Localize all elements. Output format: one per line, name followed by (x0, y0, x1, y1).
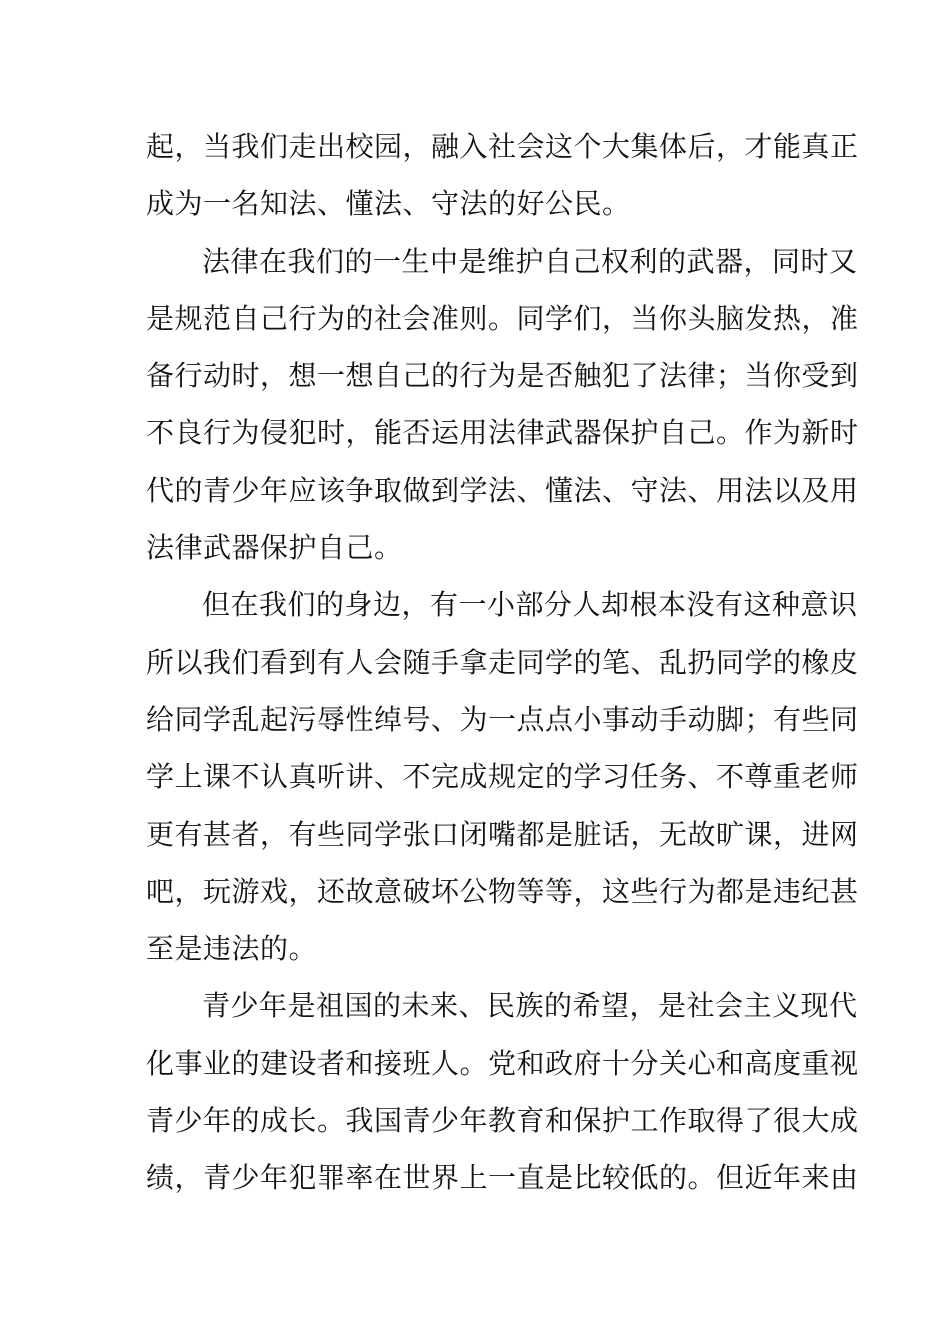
text-line: 青少年的成长。我国青少年教育和保护工作取得了很大成 (146, 1104, 859, 1138)
text-line: 起，当我们走出校园，融入社会这个大集体后，才能真正 (146, 130, 859, 163)
paragraph-start-line: 法律在我们的一生中是维护自己权利的武器，同时又 (202, 244, 858, 278)
text-line: 绩，青少年犯罪率在世界上一直是比较低的。但近年来由 (146, 1161, 859, 1195)
text-line: 吧，玩游戏，还故意破坏公物等等，这些行为都是违纪甚 (146, 874, 859, 908)
text-line: 代的青少年应该争取做到学法、懂法、守法、用法以及用 (146, 473, 859, 507)
text-line: 成为一名知法、懂法、守法的好公民。 (146, 187, 631, 221)
paragraph-start-line: 青少年是祖国的未来、民族的希望，是社会主义现代 (202, 989, 858, 1023)
text-line: 不良行为侵犯时，能否运用法律武器保护自己。作为新时 (146, 416, 859, 450)
text-line: 更有甚者，有些同学张口闭嘴都是脏话，无故旷课，进网 (146, 817, 859, 851)
text-line: 所以我们看到有人会随手拿走同学的笔、乱扔同学的橡皮 (146, 645, 859, 679)
text-line: 法律武器保护自己。 (146, 531, 403, 565)
text-line: 化事业的建设者和接班人。党和政府十分关心和高度重视 (146, 1046, 859, 1080)
text-line: 至是违法的。 (146, 932, 318, 966)
text-line: 备行动时，想一想自己的行为是否触犯了法律；当你受到 (146, 359, 859, 393)
text-line: 给同学乱起污辱性绰号、为一点点小事动手动脚；有些同 (146, 702, 859, 736)
text-line: 学上课不认真听讲、不完成规定的学习任务、不尊重老师 (146, 760, 859, 794)
text-line: 是规范自己行为的社会准则。同学们，当你头脑发热，准 (146, 301, 859, 335)
body-text (146, 118, 859, 1207)
paragraph-start-line: 但在我们的身边，有一小部分人却根本没有这种意识 (202, 588, 858, 622)
